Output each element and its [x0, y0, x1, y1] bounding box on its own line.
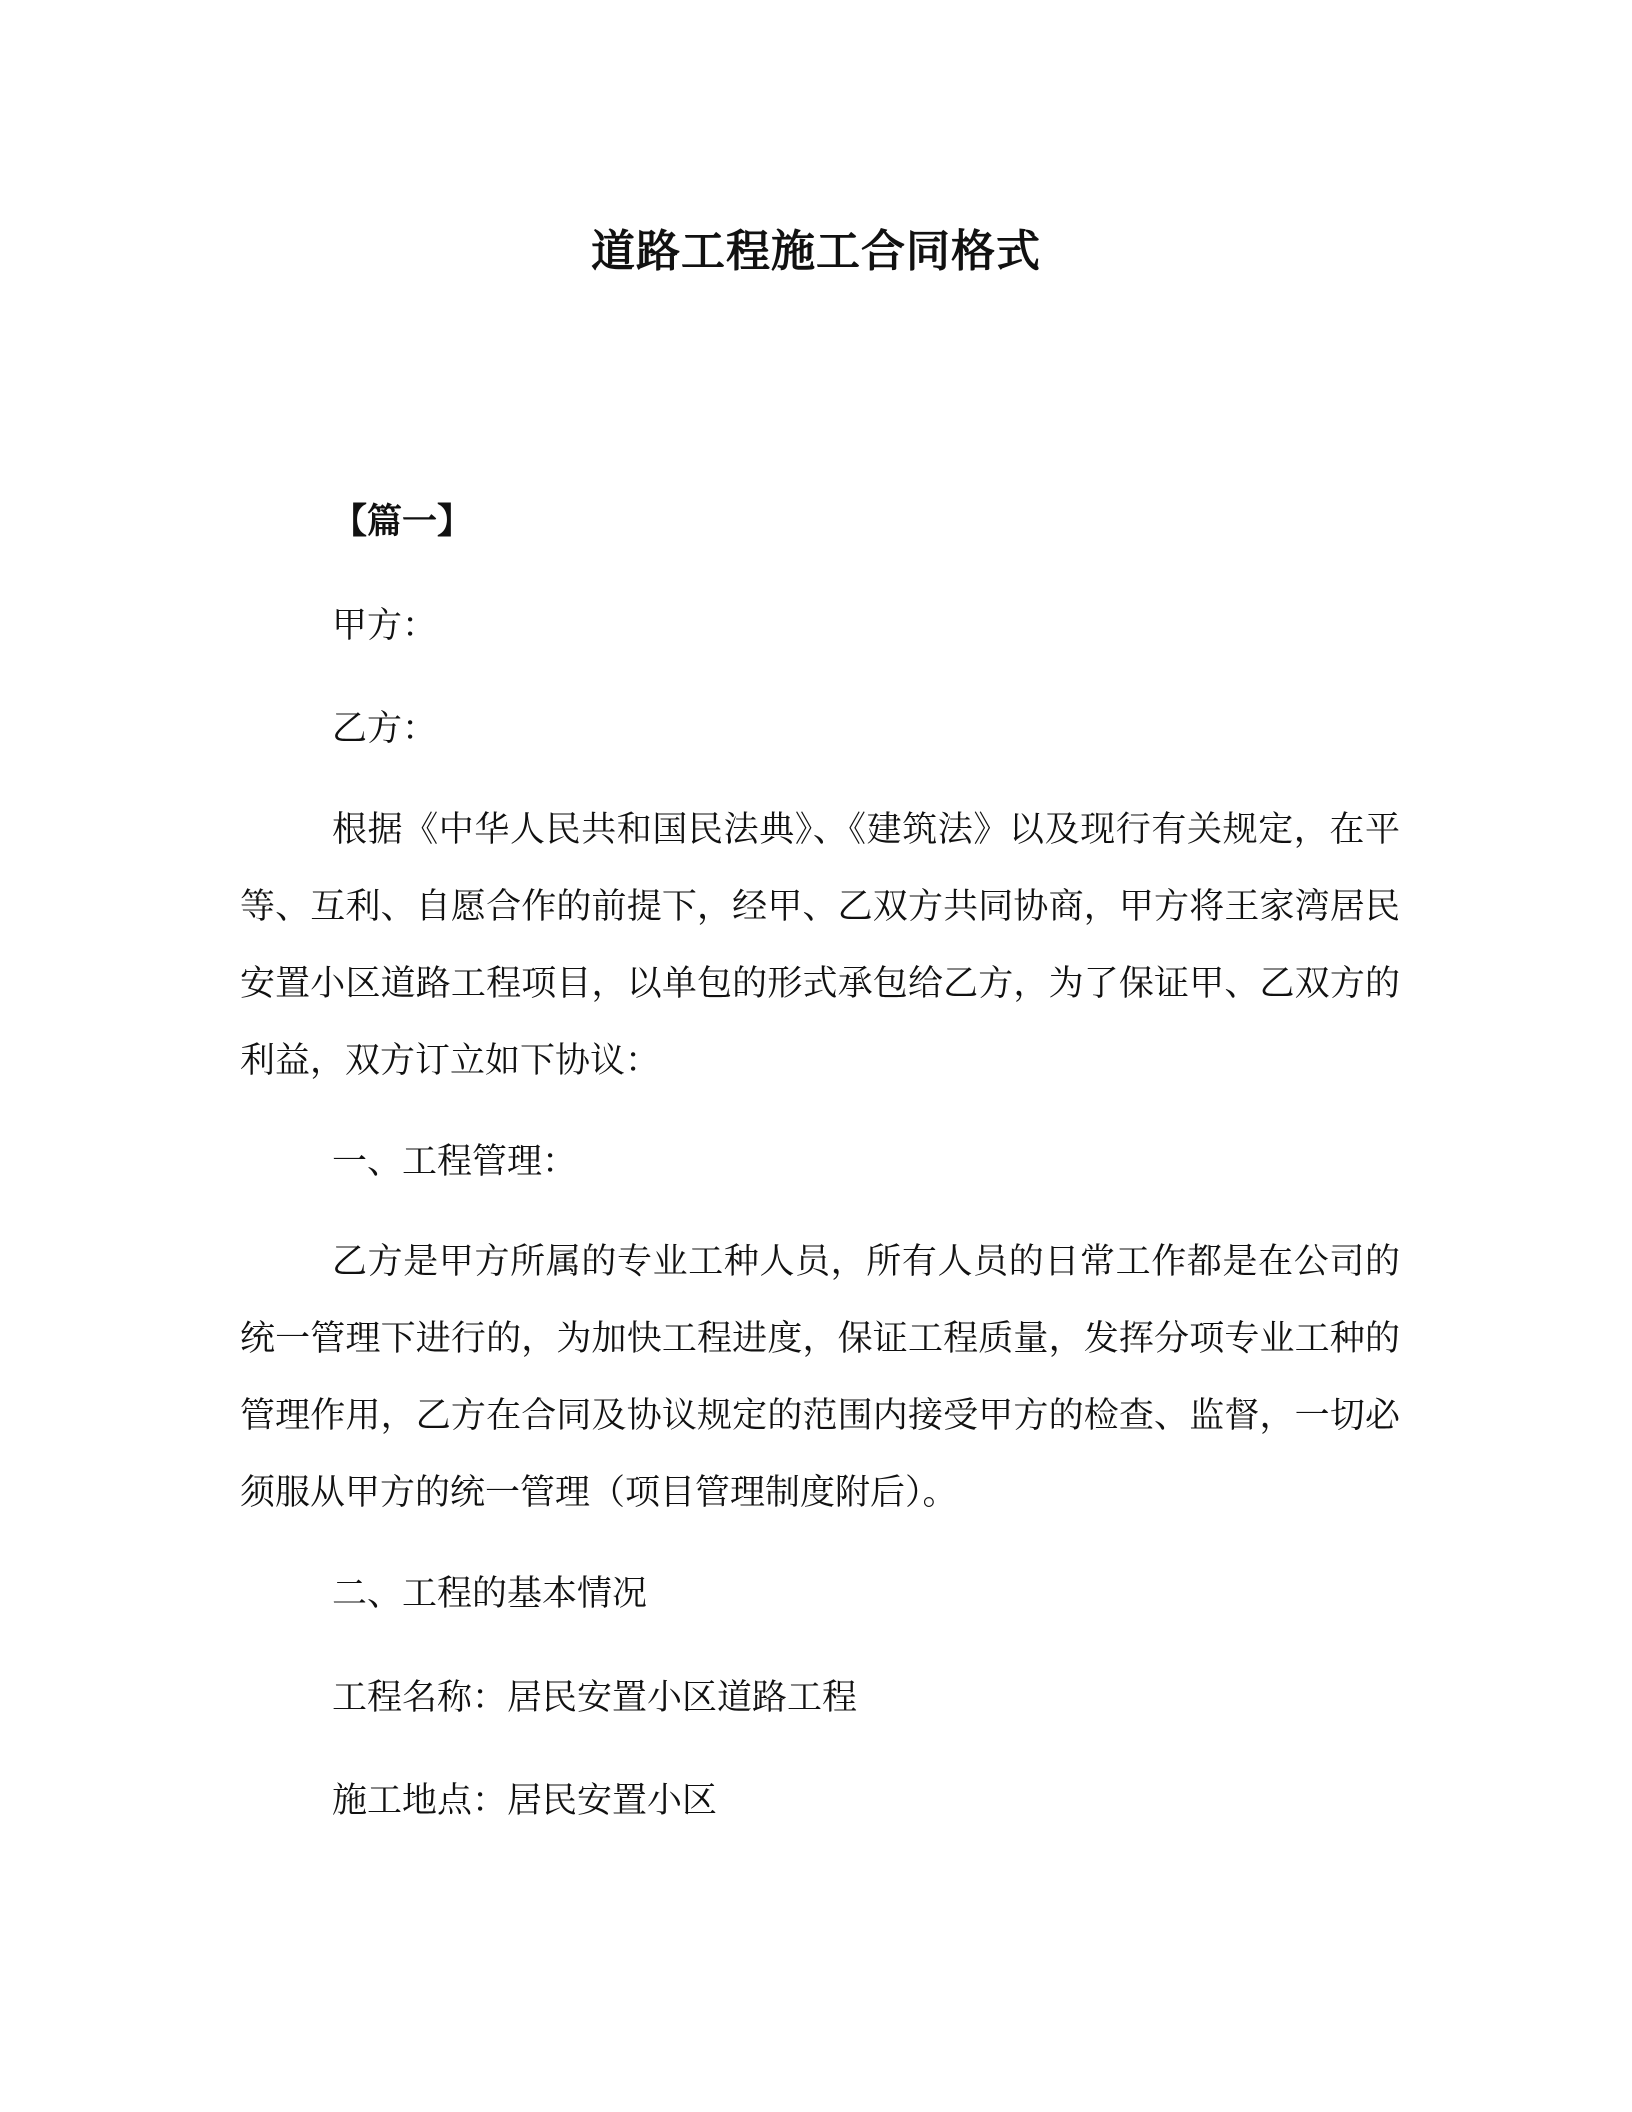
- intro-paragraph: 根据《中华人民共和国民法典》、《建筑法》以及现行有关规定，在平等、互利、自愿合作的前提下，经甲、乙双方共同协商，甲方将王家湾居民安置小区道路工程项目，以单包的形式承包给乙方，为了保证甲、乙双方的利益，双方订立如下协议：: [240, 810, 1400, 1081]
- section-heading-management: 一、工程管理：: [332, 1142, 578, 1182]
- section-heading-basic-info: 二、工程的基本情况: [332, 1574, 648, 1614]
- management-paragraph: 乙方是甲方所属的专业工种人员，所有人员的日常工作都是在公司的统一管理下进行的，为加快工程进度，保证工程质量，发挥分项专业工种的管理作用，乙方在合同及协议规定的范围内接受甲方的检查、监督，一切必须服从甲方的统一管理（项目管理制度附后）。: [240, 1242, 1400, 1513]
- document-title: 道路工程施工合同格式: [591, 226, 1041, 277]
- section-tag: 【篇一】: [332, 502, 473, 542]
- party-a-label: 甲方：: [332, 606, 438, 646]
- party-b-label: 乙方：: [332, 709, 438, 749]
- project-name-line: 工程名称：居民安置小区道路工程: [332, 1678, 858, 1718]
- project-location-line: 施工地点：居民安置小区: [332, 1781, 718, 1821]
